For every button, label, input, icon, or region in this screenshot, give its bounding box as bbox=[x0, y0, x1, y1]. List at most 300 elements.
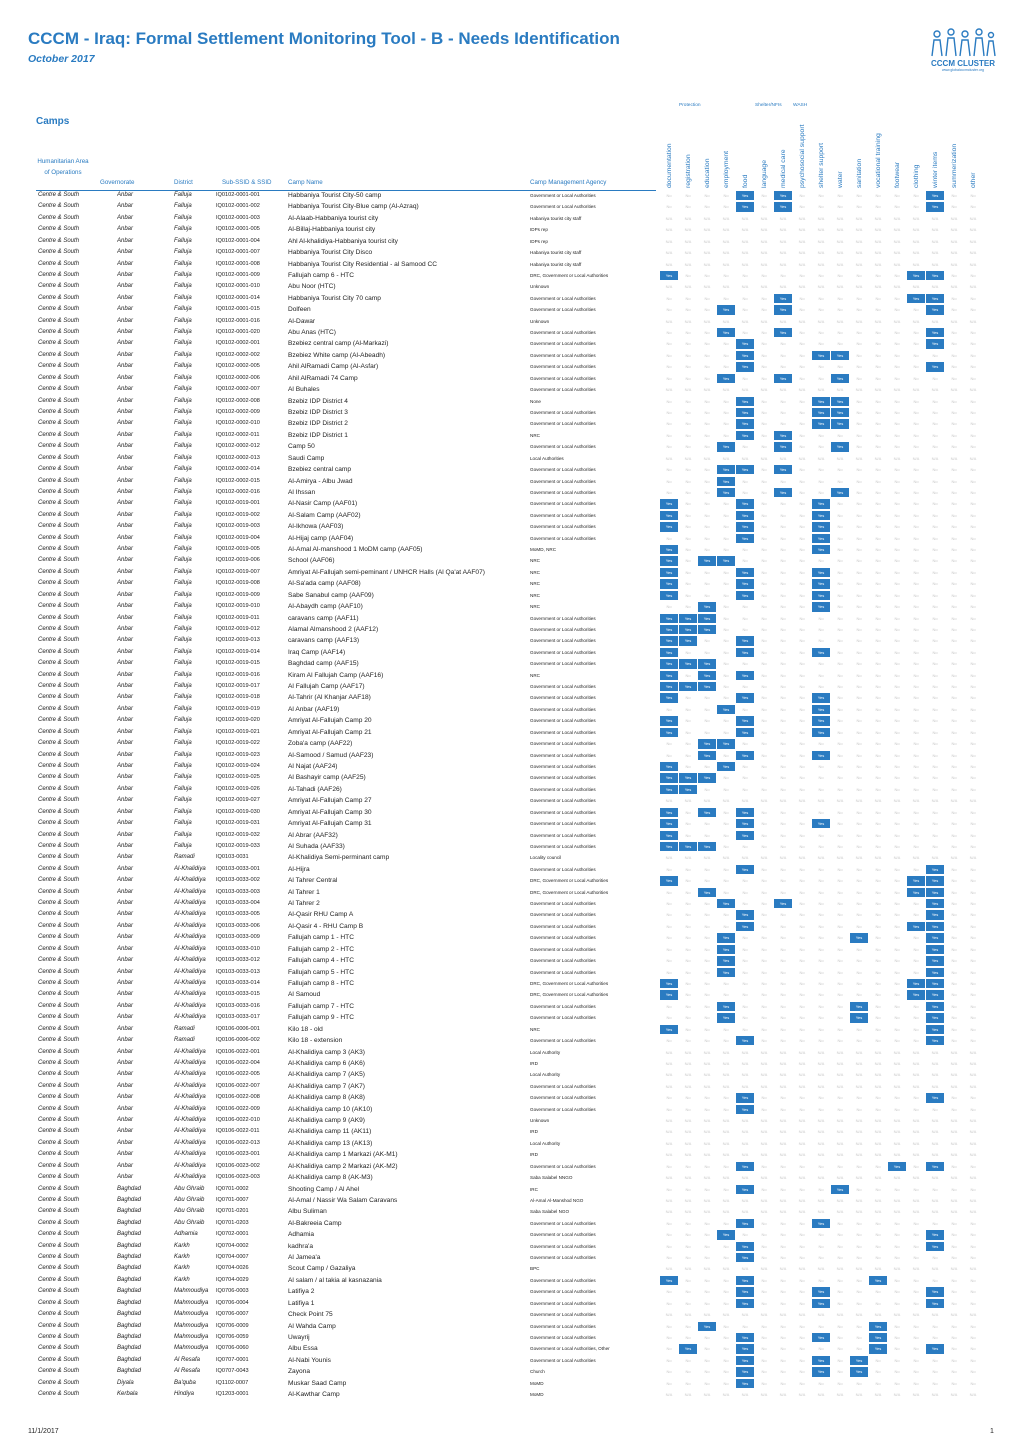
table-row bbox=[0, 738, 1024, 749]
need-cell: No bbox=[780, 1346, 786, 1352]
need-cell: No bbox=[723, 923, 729, 929]
need-cell: No bbox=[970, 615, 976, 621]
need-cell: No bbox=[913, 604, 919, 610]
need-cell: No bbox=[761, 615, 767, 621]
need-cell: Yes bbox=[926, 1025, 944, 1034]
need-cell: Yes bbox=[717, 705, 735, 714]
cell-gov: Anbar bbox=[117, 785, 134, 792]
cell-name: Ahil AlRamadi Camp (Al-Asfar) bbox=[288, 363, 379, 371]
need-cell: No bbox=[856, 421, 862, 427]
need-cell: Yes bbox=[926, 876, 944, 885]
table-row bbox=[0, 692, 1024, 703]
need-cell: No bbox=[837, 558, 843, 564]
need-cell: No bbox=[894, 592, 900, 598]
cell-ssid: IQ1102-0007 bbox=[216, 1379, 249, 1386]
need-cell: No bbox=[970, 935, 976, 941]
cell-ssid: IQ0103-0033-005 bbox=[216, 911, 260, 918]
need-cell: Yes bbox=[774, 442, 792, 451]
cell-name: Al-Khalidiya camp 9 (AK9) bbox=[288, 1117, 365, 1125]
need-cell: N/A bbox=[874, 1129, 882, 1135]
table-row bbox=[0, 453, 1024, 464]
cell-area: Centre & South bbox=[38, 1299, 80, 1306]
table-row bbox=[0, 1321, 1024, 1332]
cell-name: Al Bashayir camp (AAF25) bbox=[288, 774, 366, 782]
need-cell: N/A bbox=[950, 1129, 958, 1135]
need-cell: No bbox=[856, 409, 862, 415]
cell-area: Centre & South bbox=[38, 1185, 80, 1192]
cell-ssid: IQ0106-0022-011 bbox=[216, 1128, 260, 1135]
need-cell: N/A bbox=[760, 855, 768, 861]
need-cell: N/A bbox=[855, 798, 863, 804]
need-cell: N/A bbox=[893, 455, 901, 461]
need-cell: No bbox=[951, 901, 957, 907]
need-cell: No bbox=[894, 1323, 900, 1329]
cell-agency: Government or Local Authorities bbox=[530, 626, 596, 632]
need-cell: No bbox=[780, 1255, 786, 1261]
need-cell: Yes bbox=[698, 842, 716, 851]
cell-name: Abu Anas (HTC) bbox=[288, 329, 337, 337]
need-cell: No bbox=[761, 1357, 767, 1363]
table-row bbox=[0, 396, 1024, 407]
need-cell: No bbox=[799, 1380, 805, 1386]
cell-agency: NRC bbox=[530, 432, 540, 438]
cell-name: Saudi Camp bbox=[288, 454, 325, 462]
need-cell: No bbox=[742, 1323, 748, 1329]
need-cell: No bbox=[685, 741, 691, 747]
need-cell: N/A bbox=[798, 387, 806, 393]
need-cell: No bbox=[666, 295, 672, 301]
need-cell: Yes bbox=[926, 271, 944, 280]
need-cell: No bbox=[666, 866, 672, 872]
need-cell: Yes bbox=[926, 305, 944, 314]
need-cell: No bbox=[761, 649, 767, 655]
need-cell: No bbox=[837, 604, 843, 610]
cell-area: Centre & South bbox=[38, 842, 80, 849]
need-cell: No bbox=[837, 764, 843, 769]
need-cell: No bbox=[951, 489, 957, 495]
need-cell: N/A bbox=[779, 855, 787, 861]
need-cell: No bbox=[837, 649, 843, 655]
need-cell: No bbox=[837, 512, 843, 518]
need-cell: N/A bbox=[836, 261, 844, 267]
need-cell: No bbox=[894, 775, 900, 781]
cell-ssid: IQ0102-0001-008 bbox=[216, 260, 260, 267]
need-cell: No bbox=[704, 524, 710, 530]
need-cell: No bbox=[818, 193, 824, 198]
need-cell: No bbox=[761, 409, 767, 415]
need-cell: N/A bbox=[779, 1060, 787, 1066]
cell-agency: Government or Local Authorities bbox=[530, 843, 596, 849]
need-cell: N/A bbox=[703, 1266, 711, 1272]
need-cell: N/A bbox=[874, 1083, 882, 1089]
need-cell: N/A bbox=[950, 1049, 958, 1055]
need-cell: N/A bbox=[741, 455, 749, 461]
need-cell: Yes bbox=[660, 579, 678, 588]
need-cell: N/A bbox=[741, 387, 749, 393]
need-cell: No bbox=[951, 626, 957, 632]
need-cell: No bbox=[970, 535, 976, 541]
need-cell: No bbox=[780, 352, 786, 358]
cell-name: Kiram Al Fallujah Camp (AAF16) bbox=[288, 671, 384, 679]
need-cell: No bbox=[894, 912, 900, 918]
need-cell: No bbox=[723, 1255, 729, 1261]
need-cell: No bbox=[666, 398, 672, 404]
need-cell: No bbox=[666, 706, 672, 712]
cell-dist: Falluja bbox=[174, 340, 192, 347]
need-cell: No bbox=[894, 843, 900, 849]
need-cell: N/A bbox=[817, 1312, 825, 1318]
need-cell: N/A bbox=[722, 215, 730, 221]
need-cell: No bbox=[799, 649, 805, 655]
need-cell: No bbox=[875, 1003, 881, 1009]
need-cell: No bbox=[685, 1186, 691, 1192]
need-cell: Yes bbox=[660, 728, 678, 737]
need-cell: No bbox=[970, 649, 976, 655]
cell-gov: Anbar bbox=[117, 488, 134, 495]
cell-ssid: IQ0106-0006-002 bbox=[216, 1037, 260, 1044]
need-cell: No bbox=[685, 958, 691, 964]
need-cell: No bbox=[913, 832, 919, 838]
need-cell: N/A bbox=[722, 1175, 730, 1181]
need-cell: No bbox=[799, 352, 805, 358]
need-cell: No bbox=[837, 1038, 843, 1044]
need-header-label: psychosocial support bbox=[799, 124, 806, 188]
need-cell: No bbox=[932, 706, 938, 712]
need-cell: No bbox=[894, 1289, 900, 1295]
cell-agency: NRC bbox=[530, 581, 540, 587]
need-cell: No bbox=[837, 992, 843, 998]
need-cell: N/A bbox=[931, 261, 939, 267]
need-cell: No bbox=[913, 1277, 919, 1283]
need-cell: N/A bbox=[817, 1083, 825, 1089]
need-cell: No bbox=[856, 626, 862, 632]
need-cell: N/A bbox=[893, 1140, 901, 1146]
need-cell: No bbox=[818, 638, 824, 644]
need-cell: No bbox=[723, 512, 729, 518]
cell-dist: Al-Khalidiya bbox=[174, 1002, 206, 1009]
need-cell: No bbox=[951, 752, 957, 758]
need-cell: Yes bbox=[736, 1276, 754, 1285]
need-cell: No bbox=[761, 1323, 767, 1329]
need-cell: No bbox=[875, 581, 881, 587]
cell-area: Centre & South bbox=[38, 728, 80, 735]
need-cell: N/A bbox=[931, 1129, 939, 1135]
need-cell: N/A bbox=[684, 1152, 692, 1158]
need-cell: Yes bbox=[736, 728, 754, 737]
cell-name: Shooting Camp / Al Ahel bbox=[288, 1185, 360, 1193]
need-header-label: vocational training bbox=[875, 133, 882, 188]
need-cell: No bbox=[913, 901, 919, 907]
cell-dist: Al-Khalidiya bbox=[174, 1071, 206, 1078]
need-cell: N/A bbox=[912, 1129, 920, 1135]
need-cell: No bbox=[856, 672, 862, 678]
need-cell: No bbox=[856, 1277, 862, 1283]
need-cell: N/A bbox=[969, 1197, 977, 1203]
need-cell: N/A bbox=[931, 1072, 939, 1078]
need-cell: No bbox=[913, 809, 919, 815]
need-cell: No bbox=[951, 444, 957, 450]
need-cell: N/A bbox=[836, 1266, 844, 1272]
cell-name: Al-Qasir 4 - RHU Camp B bbox=[288, 922, 364, 930]
cell-name: Bzebiz IDP District 3 bbox=[288, 408, 348, 416]
cell-ssid: IQ0102-0019-030 bbox=[216, 808, 260, 815]
need-cell: No bbox=[799, 330, 805, 336]
cell-agency: Government or Local Authorities bbox=[530, 478, 596, 484]
need-cell: No bbox=[666, 935, 672, 941]
need-cell: No bbox=[951, 741, 957, 747]
need-cell: N/A bbox=[817, 1072, 825, 1078]
need-cell: Yes bbox=[679, 614, 697, 623]
need-cell: N/A bbox=[855, 1266, 863, 1272]
cell-dist: Falluja bbox=[174, 683, 192, 690]
cell-name: Al-Abaydh camp (AAF10) bbox=[288, 603, 363, 611]
col-header-agency: Camp Management Agency bbox=[530, 179, 607, 186]
need-cell: N/A bbox=[874, 1060, 882, 1066]
cell-agency: Government or Local Authorities bbox=[530, 295, 596, 301]
need-cell: No bbox=[875, 718, 881, 724]
need-cell: N/A bbox=[703, 215, 711, 221]
cell-name: Fallujah camp 7 - HTC bbox=[288, 1002, 354, 1010]
need-cell: No bbox=[704, 649, 710, 655]
cell-name: caravans camp (AAF11) bbox=[288, 614, 359, 622]
need-cell: No bbox=[799, 421, 805, 427]
need-cell: No bbox=[932, 604, 938, 610]
cell-ssid: IQ0102-0002-005 bbox=[216, 363, 260, 370]
col-header-ssid: Sub-SSID & SSID bbox=[222, 179, 272, 186]
need-cell: No bbox=[875, 547, 881, 553]
need-cell: No bbox=[875, 295, 881, 301]
need-cell: Yes bbox=[926, 1002, 944, 1011]
need-cell: No bbox=[913, 958, 919, 964]
need-cell: N/A bbox=[798, 855, 806, 861]
need-cell: N/A bbox=[684, 855, 692, 861]
table-row bbox=[0, 190, 1024, 201]
need-cell: Yes bbox=[736, 1356, 754, 1365]
cell-gov: Baghdad bbox=[117, 1299, 142, 1306]
need-cell: No bbox=[932, 752, 938, 758]
table-row bbox=[0, 601, 1024, 612]
need-cell: No bbox=[818, 1346, 824, 1352]
need-cell: No bbox=[837, 1163, 843, 1169]
need-cell: No bbox=[666, 489, 672, 495]
need-cell: No bbox=[875, 444, 881, 450]
cell-dist: Falluja bbox=[174, 363, 192, 370]
cell-agency: Government or Local Authorities bbox=[530, 912, 596, 918]
need-cell: No bbox=[856, 581, 862, 587]
need-cell: N/A bbox=[722, 1118, 730, 1124]
cell-gov: Anbar bbox=[117, 214, 134, 221]
need-cell: No bbox=[970, 489, 976, 495]
need-cell: No bbox=[970, 901, 976, 907]
need-cell: No bbox=[723, 695, 729, 701]
cell-gov: Anbar bbox=[117, 854, 134, 861]
need-cell: No bbox=[704, 1357, 710, 1363]
need-cell: No bbox=[666, 330, 672, 336]
need-cell: No bbox=[685, 398, 691, 404]
need-cell: N/A bbox=[779, 1140, 787, 1146]
need-cell: Yes bbox=[660, 522, 678, 531]
need-cell: N/A bbox=[779, 1392, 787, 1398]
need-cell: No bbox=[742, 547, 748, 553]
need-cell: N/A bbox=[912, 261, 920, 267]
cell-area: Centre & South bbox=[38, 865, 80, 872]
need-cell: Yes bbox=[679, 636, 697, 645]
need-cell: N/A bbox=[950, 1060, 958, 1066]
need-cell: Yes bbox=[926, 910, 944, 919]
need-cell: N/A bbox=[665, 855, 673, 861]
need-cell: Yes bbox=[774, 465, 792, 474]
need-cell: No bbox=[799, 1243, 805, 1249]
cell-name: Al Buhales bbox=[288, 386, 320, 394]
need-cell: N/A bbox=[817, 387, 825, 393]
need-cell: No bbox=[913, 421, 919, 427]
cell-name: Amriyat Al-Fallujah semi-peminant / UNHCR Halls (Al Qa'at AAF07) bbox=[288, 568, 485, 576]
need-cell: No bbox=[799, 1335, 805, 1340]
need-cell: No bbox=[837, 1300, 843, 1306]
cell-gov: Anbar bbox=[117, 443, 134, 450]
need-cell: N/A bbox=[893, 1083, 901, 1089]
need-cell: No bbox=[970, 923, 976, 929]
need-cell: N/A bbox=[779, 1266, 787, 1272]
need-cell: No bbox=[780, 661, 786, 667]
need-cell: N/A bbox=[741, 1140, 749, 1146]
need-cell: No bbox=[913, 695, 919, 701]
need-cell: No bbox=[780, 1220, 786, 1226]
need-cell: No bbox=[685, 1277, 691, 1283]
cell-dist: Al-Khalidiya bbox=[174, 1139, 206, 1146]
need-cell: N/A bbox=[950, 798, 958, 804]
need-cell: Yes bbox=[736, 808, 754, 817]
need-cell: No bbox=[932, 432, 938, 438]
need-cell: No bbox=[704, 923, 710, 929]
need-cell: No bbox=[932, 764, 938, 769]
need-cell: No bbox=[856, 364, 862, 370]
need-cell: No bbox=[818, 889, 824, 895]
need-cell: No bbox=[723, 1095, 729, 1101]
need-cell: No bbox=[837, 980, 843, 986]
need-cell: No bbox=[970, 592, 976, 598]
cell-ssid: IQ0103-0033-001 bbox=[216, 865, 260, 872]
need-cell: N/A bbox=[950, 855, 958, 861]
need-cell: Yes bbox=[736, 522, 754, 531]
cell-gov: Anbar bbox=[117, 774, 134, 781]
need-cell: No bbox=[761, 341, 767, 347]
table-row bbox=[0, 1172, 1024, 1183]
cell-agency: Government or Local Authorities bbox=[530, 969, 596, 975]
need-cell: N/A bbox=[703, 1072, 711, 1078]
need-cell: No bbox=[761, 1380, 767, 1386]
need-cell: No bbox=[666, 1289, 672, 1295]
cell-dist: Falluja bbox=[174, 546, 192, 553]
cell-agency: Government or Local Authorities bbox=[530, 444, 596, 450]
cell-gov: Anbar bbox=[117, 226, 134, 233]
need-cell: No bbox=[723, 809, 729, 815]
cell-agency: Local Authority bbox=[530, 1072, 561, 1078]
need-cell: N/A bbox=[703, 1140, 711, 1146]
cell-dist: Al-Khalidiya bbox=[174, 888, 206, 895]
need-cell: No bbox=[685, 604, 691, 610]
need-cell: No bbox=[704, 1369, 710, 1375]
table-row bbox=[0, 1001, 1024, 1012]
cell-name: Al-Alaab-Habbaniya tourist city bbox=[288, 214, 379, 222]
page-number: 1 bbox=[990, 1428, 994, 1435]
cell-name: Al salam / al takia al kasnazania bbox=[288, 1276, 382, 1284]
need-cell: No bbox=[723, 775, 729, 781]
need-cell: No bbox=[837, 432, 843, 438]
need-cell: No bbox=[761, 1300, 767, 1306]
need-cell: N/A bbox=[893, 1049, 901, 1055]
cell-gov: Baghdad bbox=[117, 1208, 142, 1215]
need-cell: No bbox=[685, 1106, 691, 1112]
cell-name: Al Tahrer Central bbox=[288, 877, 338, 885]
need-cell: No bbox=[894, 295, 900, 301]
need-cell: No bbox=[723, 604, 729, 610]
cell-ssid: IQ0102-0019-004 bbox=[216, 534, 260, 541]
need-cell: Yes bbox=[736, 511, 754, 520]
need-cell: No bbox=[704, 375, 710, 381]
table-row bbox=[0, 681, 1024, 692]
cell-agency: Government or Local Authorities bbox=[530, 1300, 596, 1306]
need-cell: No bbox=[818, 935, 824, 941]
need-cell: No bbox=[875, 1038, 881, 1044]
need-cell: No bbox=[875, 786, 881, 792]
need-cell: No bbox=[685, 809, 691, 815]
cell-name: Habbaniya Tourist City 70 camp bbox=[288, 294, 381, 302]
cell-name: Fallujah camp 4 - HTC bbox=[288, 957, 354, 965]
cell-name: Fallujah camp 6 - HTC bbox=[288, 271, 354, 279]
need-cell: Yes bbox=[736, 716, 754, 725]
need-cell: No bbox=[761, 1106, 767, 1112]
cell-dist: Falluja bbox=[174, 808, 192, 815]
need-cell: Yes bbox=[831, 397, 849, 406]
need-cell: N/A bbox=[798, 798, 806, 804]
cell-area: Centre & South bbox=[38, 1322, 80, 1329]
need-cell: N/A bbox=[855, 1118, 863, 1124]
need-cell: N/A bbox=[817, 227, 825, 233]
need-cell: No bbox=[837, 684, 843, 690]
need-cell: N/A bbox=[798, 227, 806, 233]
need-cell: No bbox=[932, 1186, 938, 1192]
need-cell: No bbox=[666, 467, 672, 473]
need-cell: N/A bbox=[836, 1118, 844, 1124]
cell-area: Centre & South bbox=[38, 637, 80, 644]
need-cell: N/A bbox=[703, 1049, 711, 1055]
cell-agency: Church bbox=[530, 1369, 545, 1375]
table-row bbox=[0, 1378, 1024, 1389]
need-cell: No bbox=[704, 1220, 710, 1226]
cell-area: Centre & South bbox=[38, 1082, 80, 1089]
need-cell: Yes bbox=[812, 1333, 830, 1342]
need-cell: N/A bbox=[779, 318, 787, 324]
need-cell: No bbox=[875, 866, 881, 872]
need-cell: No bbox=[723, 272, 729, 278]
need-cell: No bbox=[837, 615, 843, 621]
table-row bbox=[0, 247, 1024, 258]
cell-gov: Anbar bbox=[117, 865, 134, 872]
cell-ssid: IQ0102-0019-024 bbox=[216, 763, 260, 769]
need-cell: No bbox=[666, 1255, 672, 1261]
need-cell: No bbox=[913, 1369, 919, 1375]
need-cell: No bbox=[799, 695, 805, 701]
need-cell: No bbox=[761, 467, 767, 473]
need-cell: Yes bbox=[660, 808, 678, 817]
cell-gov: Anbar bbox=[117, 500, 134, 507]
logo-text: CCCM CLUSTER bbox=[931, 59, 995, 68]
need-cell: No bbox=[970, 1015, 976, 1021]
need-cell: No bbox=[723, 626, 729, 632]
cell-gov: Anbar bbox=[117, 1048, 134, 1055]
need-cell: No bbox=[761, 1186, 767, 1192]
